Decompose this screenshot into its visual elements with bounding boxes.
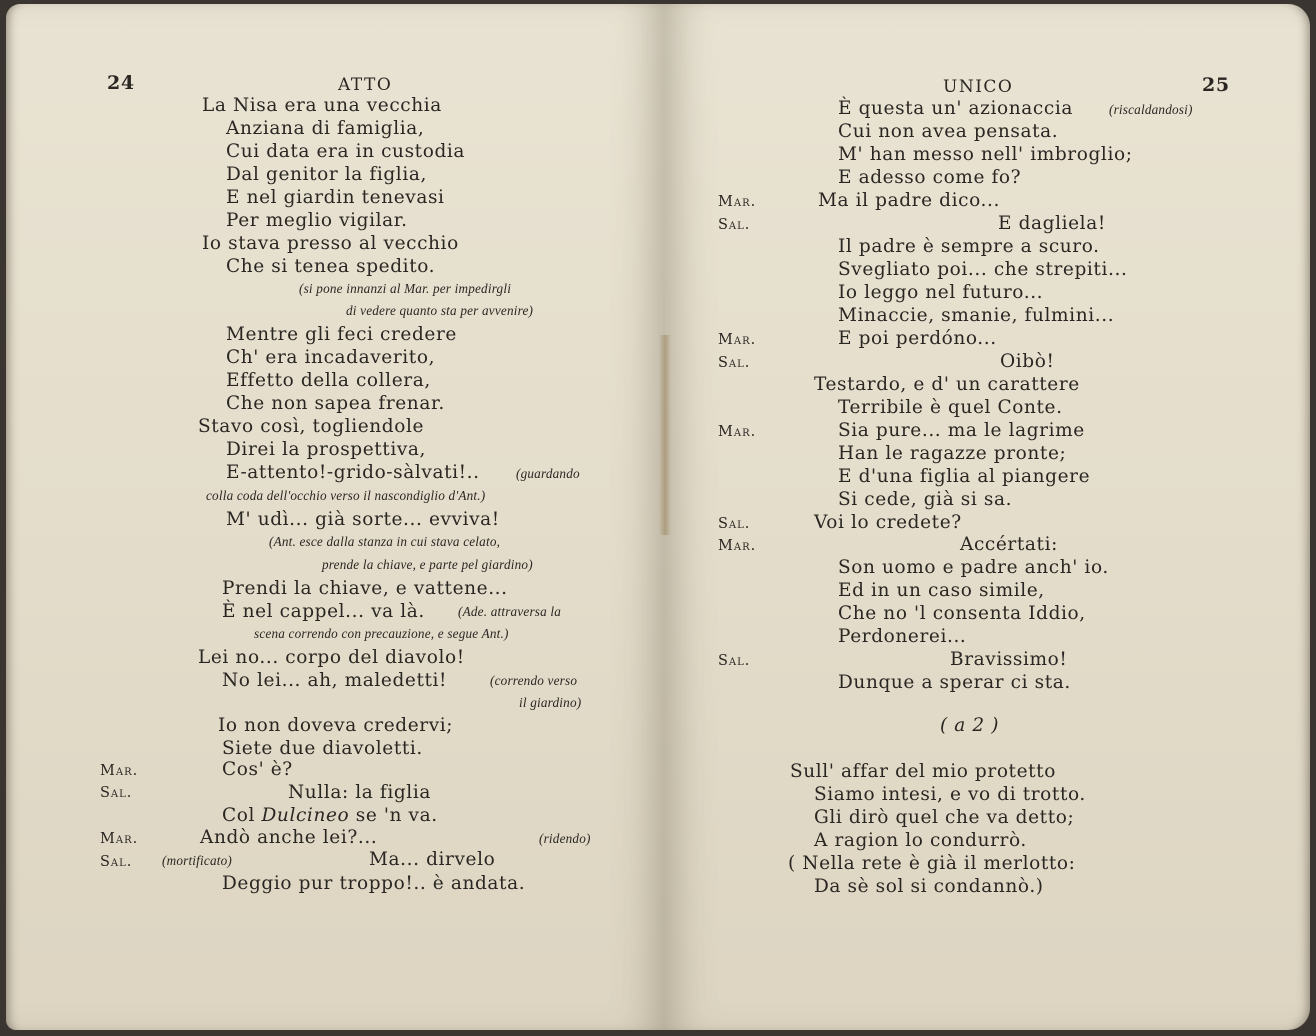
verse-line: È questa un' azionaccia: [838, 98, 1073, 119]
verse-line: Anziana di famiglia,: [226, 118, 425, 139]
speaker-label: Sal.: [100, 854, 133, 870]
verse-line: Ma... dirvelo: [369, 849, 496, 870]
verse-line: ( Nella rete è già il merlotto:: [788, 853, 1076, 874]
stage-direction: (correndo verso: [490, 673, 578, 688]
section-heading: ( a 2 ): [940, 715, 1000, 736]
verse-line: Testardo, e d' un carattere: [814, 374, 1080, 395]
speaker-label: Sal.: [100, 785, 133, 801]
stage-direction: (riscaldandosi): [1109, 102, 1193, 117]
running-head: ATTO: [338, 75, 393, 95]
stage-direction: (ridendo): [539, 831, 591, 846]
verse-line: M' udì... già sorte... evviva!: [226, 509, 500, 530]
verse-line: M' han messo nell' imbroglio;: [838, 144, 1133, 165]
verse-line: E dagliela!: [998, 213, 1106, 234]
speaker-label: Mar.: [100, 831, 139, 847]
verse-line: La Nisa era una vecchia: [202, 95, 442, 116]
stage-direction: (Ade. attraversa la: [458, 604, 562, 619]
stage-direction: (si pone innanzi al Mar. per impedirgli: [299, 281, 512, 296]
verse-line: Sia pure... ma le lagrime: [838, 420, 1085, 441]
verse-line: Terribile è quel Conte.: [838, 397, 1063, 418]
verse-line: Accértati:: [960, 534, 1058, 555]
speaker-label: Mar.: [718, 194, 757, 210]
verse-line: Perdonerei...: [838, 626, 967, 647]
speaker-label: Sal.: [718, 653, 751, 669]
verse-line: Oibò!: [1000, 351, 1055, 372]
verse-line: Da sè sol si condannò.): [814, 876, 1044, 897]
stage-direction: di vedere quanto sta per avvenire): [346, 303, 534, 318]
verse-line: Io leggo nel futuro...: [838, 282, 1044, 303]
verse-line: Siamo intesi, e vo di trotto.: [814, 784, 1086, 805]
stage-direction: il giardino): [519, 695, 582, 710]
verse-line: Mentre gli feci credere: [226, 324, 457, 345]
verse-line: Dunque a sperar ci sta.: [838, 672, 1071, 693]
left-page: [6, 4, 664, 1030]
verse-line: Nulla: la figlia: [288, 782, 431, 803]
page-gutter: [659, 335, 671, 535]
verse-line: Cui data era in custodia: [226, 141, 466, 162]
verse-line: Il padre è sempre a scuro.: [838, 236, 1100, 257]
verse-line: Andò anche lei?...: [200, 827, 378, 848]
verse-line: A ragion lo condurrò.: [814, 830, 1027, 851]
verse-line: Son uomo e padre anch' io.: [838, 557, 1109, 578]
verse-line: E poi perdóno...: [838, 328, 997, 349]
verse-line: Bravissimo!: [950, 649, 1068, 670]
verse-line: Che no 'l consenta Iddio,: [838, 603, 1086, 624]
verse-line: Ma il padre dico...: [818, 190, 1000, 211]
verse-line: Han le ragazze pronte;: [838, 443, 1067, 464]
verse-line: Voi lo credete?: [814, 512, 962, 533]
verse-line: Stavo così, togliendole: [198, 416, 425, 437]
verse-line: Cui non avea pensata.: [838, 121, 1059, 142]
stage-direction: colla coda dell'occhio verso il nascondiglio d'Ant.): [206, 488, 486, 503]
verse-line: Per meglio vigilar.: [226, 210, 408, 231]
verse-line: E d'una figlia al piangere: [838, 466, 1091, 487]
page-number: 25: [1202, 74, 1230, 96]
verse-line: È nel cappel... va là.: [222, 601, 425, 622]
speaker-label: Mar.: [718, 332, 757, 348]
verse-line: Prendi la chiave, e vattene...: [222, 578, 508, 599]
verse-line: Siete due diavoletti.: [222, 738, 423, 759]
verse-line: Dal genitor la figlia,: [226, 164, 427, 185]
verse-line: Che non sapea frenar.: [226, 393, 445, 414]
page-number: 24: [107, 72, 135, 94]
verse-line: Minaccie, smanie, fulmini...: [838, 305, 1115, 326]
stage-direction: prende la chiave, e parte pel giardino): [322, 557, 533, 572]
speaker-label: Sal.: [718, 516, 751, 532]
running-head: UNICO: [943, 77, 1014, 97]
verse-line: E nel giardin tenevasi: [226, 187, 445, 208]
verse-line: Che si tenea spedito.: [226, 256, 436, 277]
verse-line: E-attento!-grido-sàlvati!..: [226, 462, 480, 483]
verse-line: Io non doveva credervi;: [218, 715, 454, 736]
speaker-label: Sal.: [718, 217, 751, 233]
stage-direction: scena correndo con precauzione, e segue Ant.): [254, 626, 509, 641]
verse-line: Sull' affar del mio protetto: [790, 761, 1056, 782]
verse-line: Deggio pur troppo!.. è andata.: [222, 873, 526, 894]
verse-line: Lei no... corpo del diavolo!: [198, 647, 465, 668]
verse-line: Io stava presso al vecchio: [202, 233, 459, 254]
speaker-label: Mar.: [718, 538, 757, 554]
verse-line: No lei... ah, maledetti!: [222, 670, 448, 691]
verse-line: Col Dulcineo se 'n va.: [222, 805, 438, 826]
verse-line: Si cede, già si sa.: [838, 489, 1013, 510]
speaker-label: Mar.: [100, 763, 139, 779]
verse-line: Svegliato poi... che strepiti...: [838, 259, 1128, 280]
speaker-label: Mar.: [718, 424, 757, 440]
verse-line: Direi la prospettiva,: [226, 439, 427, 460]
stage-direction: (mortificato): [162, 853, 232, 868]
speaker-label: Sal.: [718, 355, 751, 371]
verse-line: Ed in un caso simile,: [838, 580, 1045, 601]
right-page: [664, 4, 1310, 1030]
verse-line: Ch' era incadaverito,: [226, 347, 436, 368]
stage-direction: (guardando: [516, 466, 580, 481]
verse-line: E adesso come fo?: [838, 167, 1022, 188]
verse-line: Cos' è?: [222, 759, 293, 780]
stage-direction: (Ant. esce dalla stanza in cui stava celato,: [269, 534, 501, 549]
verse-line: Effetto della collera,: [226, 370, 431, 391]
verse-line: Gli dirò quel che va detto;: [814, 807, 1075, 828]
